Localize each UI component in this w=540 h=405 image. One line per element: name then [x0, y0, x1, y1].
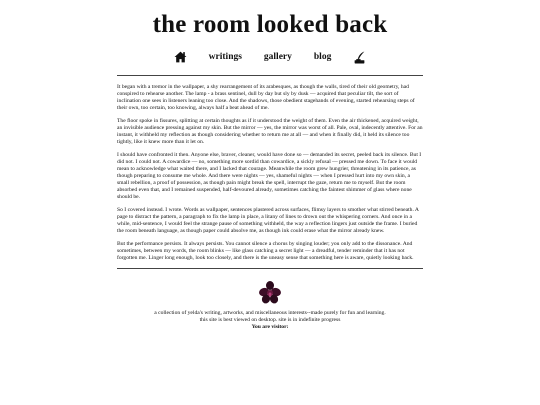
footer-description: a collection of yelda's writing, artworks, and miscellaneous interests--made purely for fun and learning.	[154, 310, 386, 316]
nav-item-blog[interactable]: blog	[313, 52, 332, 62]
footer	[0, 281, 540, 332]
article-paragraph: The floor spoke in fissures, splitting at certain thoughts as if it understood the weight of them. Even the air thickened, acquired weight, an invisible audience pressing against my skin. But the mirror — yes, the mirror was worst of all. Pale, oval, indecently attentive. For an instant, it withheld my reflection as though considering whether to return me at all — and when it finally did, it held its silence too tightly, like it knew more than it let on.	[117, 118, 423, 145]
footer-note: this site is best viewed on desktop. site is in indefinite progress	[199, 317, 341, 324]
orchid-icon	[259, 281, 281, 305]
article-paragraph: It began with a tremor in the wallpaper, a shy rearrangement of its arabesques, as though the walls, tired of their old geometry, had conspired to rehearse another. The lamp - a brass sentinel, dull by day but sly by dusk — acquired that peculiar tilt, the sort of inclination one sees in listeners leaning too close. And the shadows, those obedient stagehands of evening, started rehearsing steps of their own, too certain, too knowing, always half a beat ahead of me.	[117, 84, 415, 111]
top-divider	[117, 75, 423, 76]
site-title: the room looked back	[152, 11, 388, 38]
article-body	[117, 84, 423, 262]
nav-item-gallery[interactable]: gallery	[263, 52, 292, 62]
main-nav	[0, 48, 540, 66]
article-paragraph: So I covered instead. I wrote. Words as wallpaper, sentences plastered across surfaces, flimsy layers to smother what stirred beneath. A page to distract the pattern, a paragraph to fix the lamp in place, a litany of lines to drown out the whispering corners. And once in a while, mid-sentence, I would feel the strange pause of something withheld, the way a reflection lingers just outside the frame. I buried the room beneath language, as though paper could absolve me, as though ink could erase what the mirror already knew.	[117, 207, 419, 234]
bottom-divider	[117, 268, 423, 269]
nav-item-writings[interactable]: writings	[208, 52, 242, 62]
article-paragraph: I should have confronted it then. Anyone else, braver, cleaner, would have done so — demanded its secret, peeled back its silence. But I did not. I could not. A cowardice — no, something more sordid than cowardice, a sickly refusal — pressed me down. To face it would mean to acknowledge what waited there, and I lacked that courage. Meanwhile the room grew hungrier, threatening in its patience, as though preparing to consume me whole. And there were nights — yes, shameful nights — when I pressed hurt into my own skin, a small rebellion, a proof of possession, as though pain might break the spell, interrupt the gaze, return me to myself. But the room absorbed even that, and I remained suspended, half-devoured already, sometimes catching the faintest shimmer of glass where none should be.	[117, 152, 422, 200]
article-paragraph: But the performance persists. It always persists. You cannot silence a chorus by singing louder; you only add to the dissonance. And sometimes, between my words, the room blinks — like glass catching a secret light — a dreadful, tender reminder that it has not forgotten me. Linger long enough, look too closely, and there is the uneasy sense that something here is aware, quietly looking back.	[117, 241, 414, 261]
home-icon[interactable]	[174, 51, 187, 63]
visitor-counter-label: You are visitor:	[251, 324, 289, 331]
inkwell-quill-icon[interactable]	[353, 51, 366, 64]
